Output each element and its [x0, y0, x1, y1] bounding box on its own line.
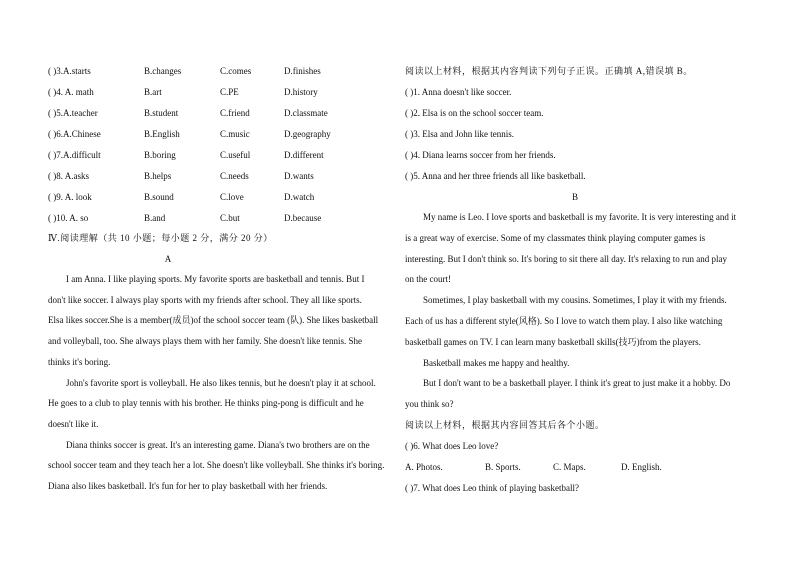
passage-a-line: and volleyball, too. She always plays them with her family. She doesn't like tennis. She: [48, 336, 362, 346]
mc-option: B.changes: [144, 66, 182, 76]
mc-option: D.history: [284, 87, 318, 97]
mc-question-number: ( )7.A.difficult: [48, 150, 101, 160]
mc-question-number: ( )6.A.Chinese: [48, 129, 101, 139]
mc-option: B.and: [144, 213, 166, 223]
tf-question: ( )1. Anna doesn't like soccer.: [405, 87, 512, 97]
mc-option: D.wants: [284, 171, 314, 181]
mc-option: B.English: [144, 129, 180, 139]
passage-a-line: John's favorite sport is volleyball. He also likes tennis, but he doesn't play it at school.: [66, 378, 376, 388]
mc-option: D.classmate: [284, 108, 328, 118]
passage-b-line: Each of us has a different style(风格). So I love to watch them play. I also like watching: [405, 316, 723, 326]
section-title: Ⅳ.阅读理解（共 10 小题；每小题 2 分，满分 20 分）: [48, 233, 273, 243]
tf-question: ( )3. Elsa and John like tennis.: [405, 129, 514, 139]
mc-question-number: ( )5.A.teacher: [48, 108, 98, 118]
mc-option: D.geography: [284, 129, 331, 139]
question-6: ( )6. What does Leo love?: [405, 441, 499, 451]
passage-b-line: Basketball makes me happy and healthy.: [423, 358, 570, 368]
mc-question-number: ( )8. A.asks: [48, 171, 89, 181]
tf-question: ( )2. Elsa is on the school soccer team.: [405, 108, 544, 118]
mc-option: D.different: [284, 150, 324, 160]
mc-option: C.needs: [220, 171, 249, 181]
passage-b-line: basketball games on TV. I can learn many basketball skills(技巧)from the players.: [405, 337, 701, 347]
passage-b-line: you think so?: [405, 399, 454, 409]
mc-option: B.student: [144, 108, 179, 118]
passage-b-line: interesting. But I don't think so. It's boring to sit there all day. It's relaxing to run and play: [405, 254, 727, 264]
passage-a-line: doesn't like it.: [48, 419, 99, 429]
mc-option: B.helps: [144, 171, 172, 181]
passage-a-label: A: [164, 254, 172, 264]
mc-option: D.finishes: [284, 66, 321, 76]
passage-b-line: is a great way of exercise. Some of my classmates think playing computer games is: [405, 233, 706, 243]
question-7: ( )7. What does Leo think of playing basketball?: [405, 483, 580, 493]
tf-question: ( )4. Diana learns soccer from her friends.: [405, 150, 556, 160]
passage-a-line: Diana also likes basketball. It's fun for her to play basketball with her friends.: [48, 481, 328, 491]
passage-a-line: don't like soccer. I always play sports with my friends after school. They all like sports.: [48, 295, 362, 305]
mc-question-number: ( )9. A. look: [48, 192, 92, 202]
mc-question-number: ( )3.A.starts: [48, 66, 91, 76]
mc-option: B.art: [144, 87, 162, 97]
mc-option: B.sound: [144, 192, 174, 202]
q6-option-c: C. Maps.: [553, 462, 586, 472]
passage-a-line: school soccer team and they teach her a lot. She doesn't like volleyball. She thinks it's boring.: [48, 460, 385, 470]
passage-b-line: Sometimes, I play basketball with my cousins. Sometimes, I play it with my friends.: [423, 295, 727, 305]
mc-option: C.comes: [220, 66, 252, 76]
mc-option: C.music: [220, 129, 250, 139]
tf-question: ( )5. Anna and her three friends all like basketball.: [405, 171, 586, 181]
tf-instruction: 阅读以上材料，根据其内容判读下列句子正误。正确填 A,错误填 B。: [405, 66, 693, 76]
passage-a-line: thinks it's boring.: [48, 357, 111, 367]
mc-question-number: ( )4. A. math: [48, 87, 94, 97]
question-instruction: 阅读以上材料，根据其内容回答其后各个小题。: [405, 420, 605, 430]
passage-a-line: He goes to a club to play tennis with his brother. He thinks ping-pong is difficult and he: [48, 398, 364, 408]
passage-a-line: I am Anna. I like playing sports. My favorite sports are basketball and tennis. But I: [66, 274, 365, 284]
mc-option: C.but: [220, 213, 240, 223]
passage-b-line: My name is Leo. I love sports and basketball is my favorite. It is very interesting and it: [423, 212, 737, 222]
passage-a-line: Elsa likes soccer.She is a member(成员)of the school soccer team (队). She likes basketball: [48, 315, 379, 325]
mc-option: C.friend: [220, 108, 250, 118]
mc-question-number: ( )10. A. so: [48, 213, 89, 223]
mc-option: C.useful: [220, 150, 251, 160]
passage-a-line: Diana thinks soccer is great. It's an interesting game. Diana's two brothers are on the: [66, 440, 370, 450]
mc-option: C.PE: [220, 87, 239, 97]
q6-option-d: D. English.: [621, 462, 662, 472]
q6-option-a: A. Photos.: [405, 462, 443, 472]
passage-b-line: But I don't want to be a basketball player. I think it's great to just make it a hobby. Do: [423, 378, 731, 388]
passage-b-line: on the court!: [405, 274, 451, 284]
passage-b-label: B: [571, 192, 578, 202]
mc-option: D.because: [284, 213, 322, 223]
mc-option: C.love: [220, 192, 244, 202]
mc-option: B.boring: [144, 150, 176, 160]
mc-option: D.watch: [284, 192, 315, 202]
q6-option-b: B. Sports.: [485, 462, 521, 472]
